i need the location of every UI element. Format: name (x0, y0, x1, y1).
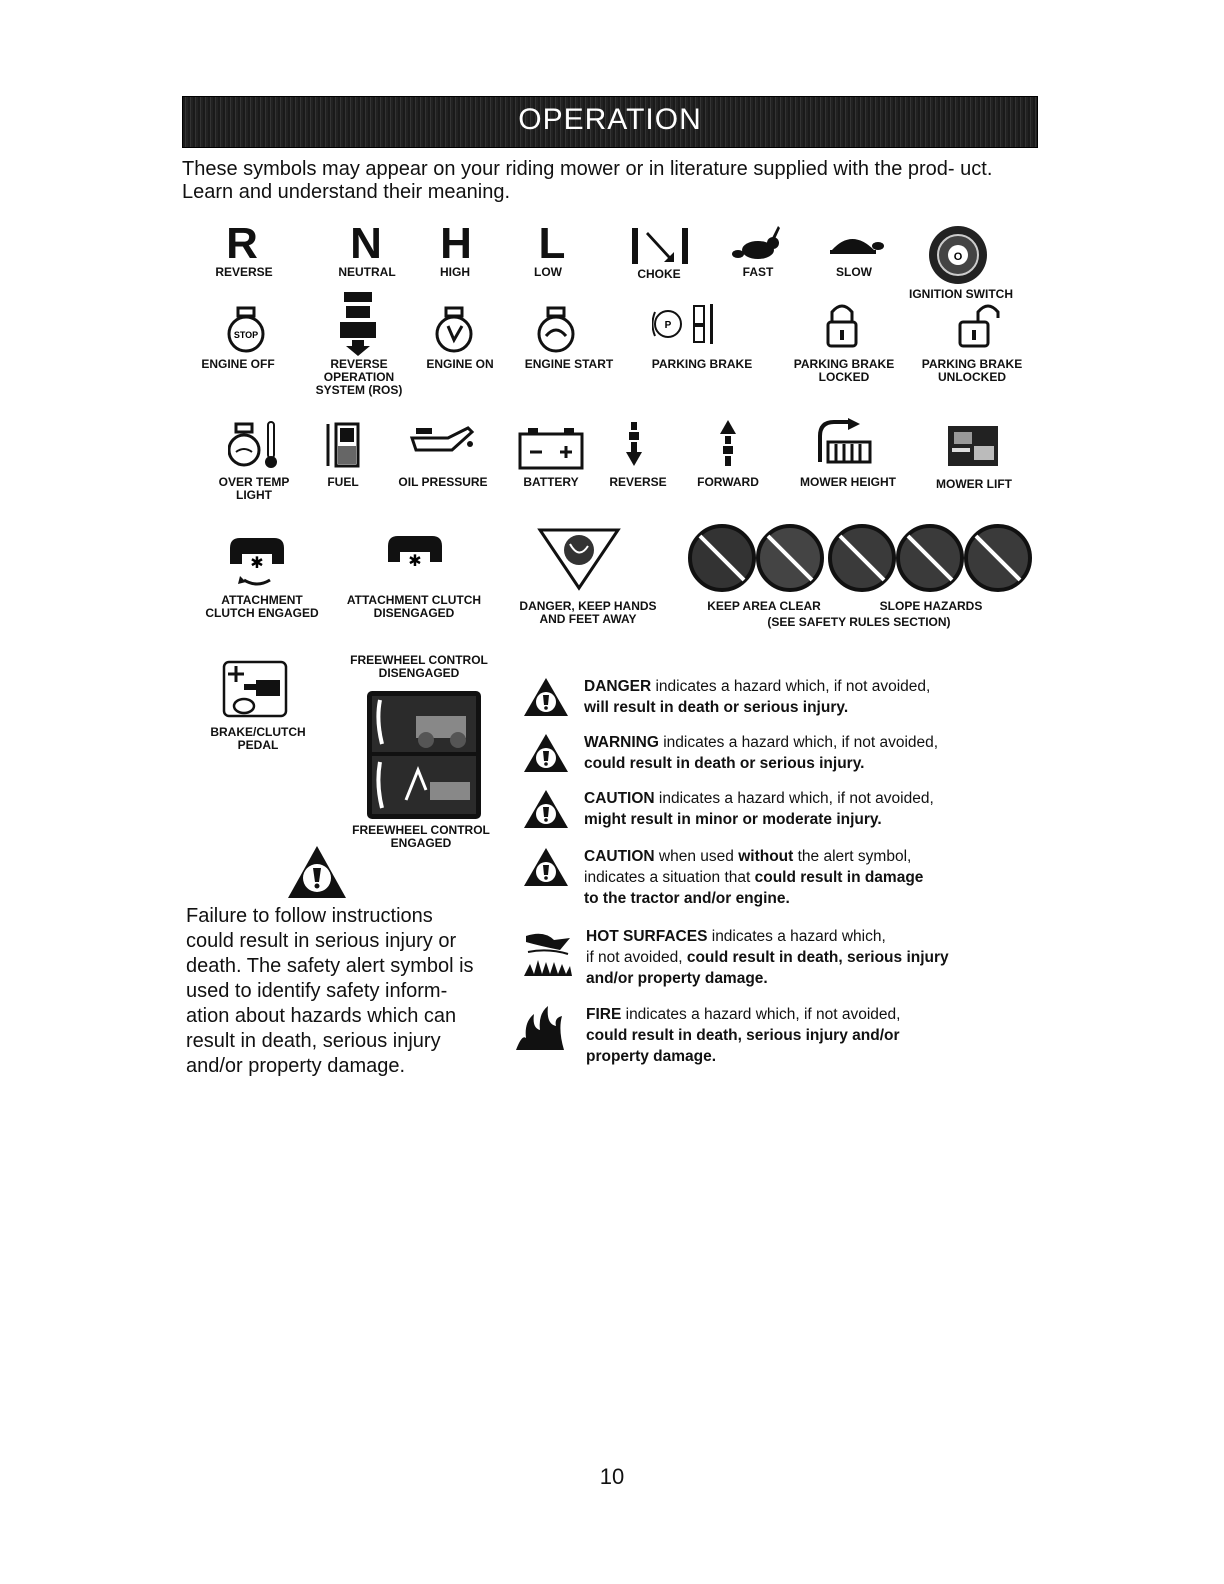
fire-text: indicates a hazard which, if not avoided, (621, 1006, 901, 1023)
fire-definition (586, 1004, 1006, 1067)
warning-result: could result in death or serious injury. (584, 755, 865, 772)
danger-text: indicates a hazard which, if not avoided, (651, 678, 931, 695)
high-label: HIGH (440, 265, 470, 279)
slope-hazard-icon (828, 520, 1038, 600)
ros-icon (336, 290, 380, 356)
mower-lift-icon (946, 424, 1000, 468)
caution2-line2a: indicates a situation that (584, 869, 755, 886)
freewheel-engaged-label: FREEWHEEL CONTROL ENGAGED (352, 823, 490, 850)
neutral-label: NEUTRAL (338, 265, 396, 279)
mower-height-label: MOWER HEIGHT (800, 475, 896, 489)
mower-height-icon (814, 416, 874, 466)
over-temp-label: OVER TEMP LIGHT (218, 475, 290, 502)
hot-surfaces-text: indicates a hazard which, (707, 928, 886, 945)
engine-start-icon (536, 306, 580, 354)
choke-label: CHOKE (637, 267, 681, 281)
warning-text: indicates a hazard which, if not avoided, (658, 734, 939, 751)
parking-brake-locked-icon (822, 300, 862, 350)
hot-surfaces-line2a: if not avoided, (586, 949, 687, 966)
caution-definition (584, 788, 1004, 830)
caution-word: CAUTION (584, 790, 655, 807)
see-safety-rules-label: (SEE SAFETY RULES SECTION) (767, 615, 951, 629)
caution2-without: without (738, 848, 794, 865)
fire-result: could result in death, serious injury and/or (586, 1027, 900, 1044)
battery-icon (518, 426, 584, 470)
svg-text:O: O (953, 251, 963, 263)
caution2-word: CAUTION (584, 848, 655, 865)
stop-text: STOP (233, 330, 259, 340)
engine-on-label: ENGINE ON (426, 357, 494, 371)
warning-word: WARNING (584, 734, 659, 751)
hot-surfaces-icon (520, 928, 576, 980)
engine-off-icon (226, 306, 270, 354)
hot-surfaces-line3: and/or property damage. (586, 970, 768, 987)
caution2-line2b: could result in damage (754, 869, 924, 886)
caution-no-symbol-alert-icon (522, 846, 570, 888)
ignition-switch-icon (926, 224, 990, 286)
reverse-letter: R (226, 219, 258, 268)
failure-warning-text: Failure to follow instructions could result in serious injury or death. The safety alert symbol is used to identify safety inform- ation about hazards which can result in death, serious injury and/or property damage. (186, 905, 474, 1077)
attachment-clutch-disengaged-label: ATTACHMENT CLUTCH DISENGAGED (346, 593, 482, 620)
page-number: 10 (599, 1464, 625, 1489)
fire-word: FIRE (586, 1006, 622, 1023)
parking-brake-unlocked-icon (954, 300, 1004, 350)
parking-brake-icon (652, 302, 722, 346)
engine-off-label: ENGINE OFF (201, 357, 275, 371)
reverse-arrow-icon (622, 420, 646, 468)
danger-keep-hands-label: DANGER, KEEP HANDS AND FEET AWAY (519, 599, 657, 626)
parking-brake-unlocked-label: PARKING BRAKE UNLOCKED (921, 357, 1023, 384)
mower-lift-label: MOWER LIFT (936, 477, 1012, 491)
engine-on-icon (434, 306, 478, 354)
hot-surfaces-line2b: could result in death, serious injury (686, 949, 949, 966)
forward-arrow-icon (716, 420, 740, 468)
section-title: OPERATION (518, 103, 702, 136)
keep-area-clear-label: KEEP AREA CLEAR (707, 599, 821, 613)
fire-line3: property damage. (586, 1048, 717, 1065)
fire-icon (512, 1004, 568, 1054)
safety-alert-icon (286, 844, 348, 900)
danger-result: will result in death or serious injury. (584, 699, 849, 716)
hot-surfaces-definition (586, 926, 1016, 989)
slow-label: SLOW (836, 265, 872, 279)
attachment-clutch-disengaged-icon (384, 532, 446, 572)
section-banner (182, 96, 1038, 148)
attachment-clutch-engaged-icon (226, 534, 288, 588)
keep-hands-feet-away-icon (536, 526, 622, 592)
caution-text: indicates a hazard which, if not avoided, (654, 790, 934, 807)
freewheel-control-icon (366, 690, 482, 820)
freewheel-disengaged-label: FREEWHEEL CONTROL DISENGAGED (350, 653, 488, 680)
high-letter: H (440, 219, 472, 268)
caution2-text2: the alert symbol, (793, 848, 912, 865)
oil-pressure-label: OIL PRESSURE (398, 475, 488, 489)
caution2-line3: to the tractor and/or engine. (584, 890, 790, 907)
caution-result: might result in minor or moderate injury. (584, 811, 882, 828)
svg-text:✱: ✱ (250, 553, 264, 572)
turtle-icon (822, 228, 886, 258)
ignition-switch-label: IGNITION SWITCH (909, 287, 1013, 301)
hot-surfaces-word: HOT SURFACES (586, 928, 708, 945)
rabbit-icon (728, 224, 788, 264)
caution2-text: when used (654, 848, 739, 865)
fuel-icon (324, 420, 364, 468)
intro-paragraph: These symbols may appear on your riding mower or in literature supplied with the prod- uct. Learn and understand their meaning. (182, 158, 993, 203)
reverse-direction-label: REVERSE (609, 475, 667, 489)
attachment-clutch-engaged-label: ATTACHMENT CLUTCH ENGAGED (205, 593, 319, 620)
warning-definition (584, 732, 1004, 774)
brake-clutch-pedal-label: BRAKE/CLUTCH PEDAL (210, 725, 306, 752)
fast-label: FAST (742, 265, 774, 279)
parking-brake-locked-label: PARKING BRAKE LOCKED (793, 357, 895, 384)
over-temp-icon (228, 420, 282, 470)
fuel-label: FUEL (327, 475, 359, 489)
choke-icon (630, 226, 690, 266)
ros-label: REVERSE OPERATION SYSTEM (ROS) (315, 357, 403, 397)
danger-alert-icon (522, 676, 570, 718)
parking-brake-label: PARKING BRAKE (651, 357, 753, 371)
caution-without-symbol-definition (584, 846, 1004, 909)
oil-can-icon (408, 424, 478, 464)
brake-clutch-pedal-icon (222, 660, 290, 720)
svg-text:✱: ✱ (408, 551, 422, 570)
keep-area-clear-icon (688, 520, 828, 600)
low-letter: L (538, 219, 566, 268)
danger-definition (584, 676, 1004, 718)
neutral-letter: N (350, 219, 382, 268)
slope-hazards-label: SLOPE HAZARDS (879, 599, 983, 613)
battery-label: BATTERY (523, 475, 579, 489)
engine-start-label: ENGINE START (524, 357, 614, 371)
forward-label: FORWARD (697, 475, 759, 489)
low-label: LOW (534, 265, 562, 279)
caution-alert-icon (522, 788, 570, 830)
reverse-label: REVERSE (215, 265, 273, 279)
svg-text:P: P (664, 320, 672, 331)
danger-word: DANGER (584, 678, 652, 695)
warning-alert-icon (522, 732, 570, 774)
